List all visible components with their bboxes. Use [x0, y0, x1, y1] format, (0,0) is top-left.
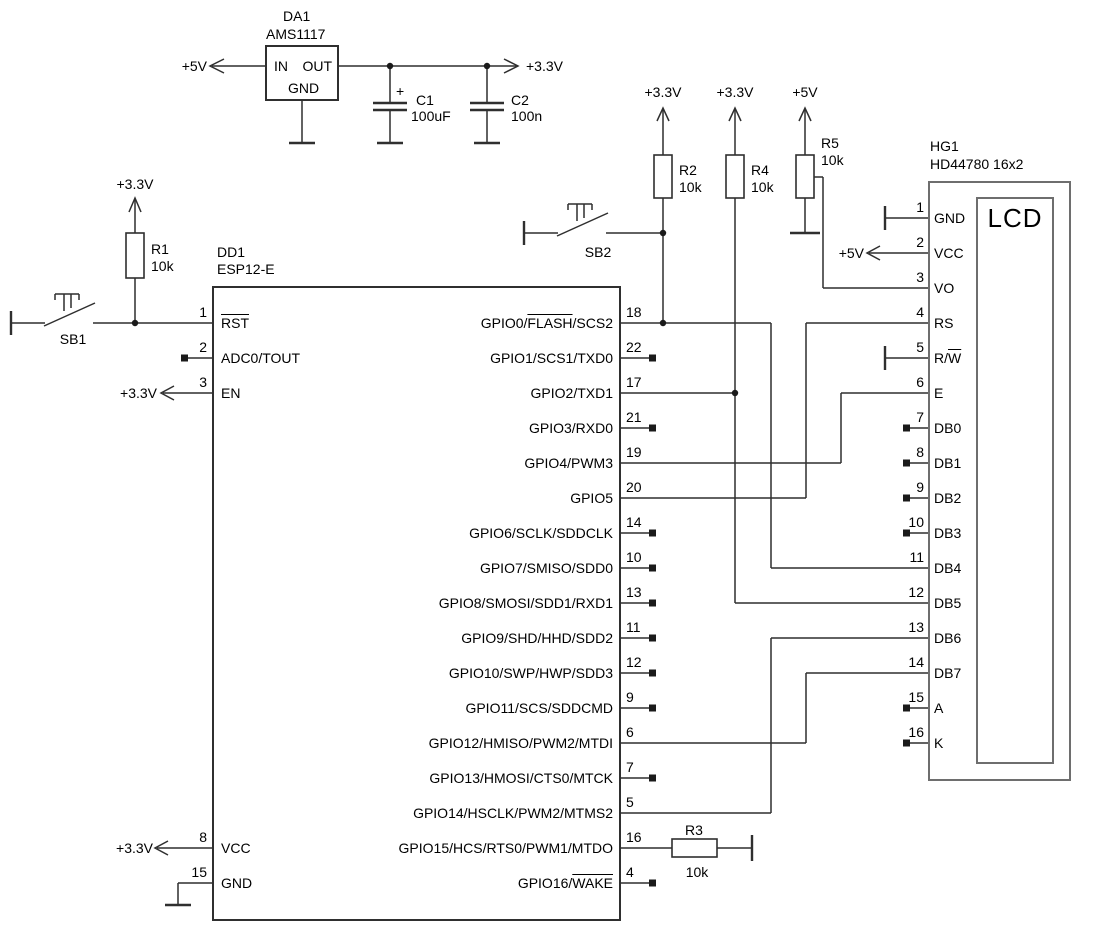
- pin-label: GPIO9/SHD/HHD/SDD2: [461, 630, 613, 646]
- component-value: 10k: [679, 179, 702, 195]
- pin-number: 16: [908, 724, 924, 740]
- pin-label: EN: [221, 385, 241, 401]
- pin-number: 8: [199, 829, 207, 845]
- lcd-screen-label: LCD: [987, 203, 1043, 233]
- pin-number: 8: [916, 444, 924, 460]
- pin-label: GND: [221, 875, 253, 891]
- wiper-wire: [814, 177, 929, 288]
- net-label-5v: +5V: [838, 245, 864, 261]
- pin-number: 19: [626, 444, 642, 460]
- pin-label: DB5: [934, 595, 962, 611]
- regulator-circuit: [210, 46, 518, 143]
- button-sb1: [11, 294, 213, 335]
- component-ref: DD1: [217, 244, 246, 260]
- net-label-3v3: +3.3V: [526, 58, 563, 74]
- pin-label: A: [934, 700, 944, 716]
- net-label-5v: +5V: [792, 84, 818, 100]
- resistor-body: [796, 155, 814, 198]
- pin-number: 9: [626, 689, 634, 705]
- pin-label: GPIO1/SCS1/TXD0: [490, 350, 613, 366]
- mcu-left-pins: [155, 355, 213, 906]
- component-ref: SB2: [584, 244, 612, 260]
- regulator-pin-out: OUT: [302, 58, 332, 74]
- pin-label: GPIO5: [570, 490, 613, 506]
- pin-label: $\overline{RST}$: [221, 315, 249, 331]
- polarity-plus: +: [396, 83, 405, 99]
- pin-label: GPIO16/WAKE: [517, 875, 613, 891]
- component-ref: R5: [821, 135, 839, 151]
- pin-label: GPIO13/HMOSI/CTS0/MTCK: [429, 770, 613, 786]
- pin-number: 6: [916, 374, 924, 390]
- pin-label: DB1: [934, 455, 962, 471]
- pin-label: GPIO10/SWP/HWP/SDD3: [448, 665, 613, 681]
- net-label-3v3: +3.3V: [116, 176, 154, 192]
- capacitor-c1: [373, 66, 407, 143]
- pin-number: 13: [626, 584, 642, 600]
- pin-number: 5: [916, 339, 924, 355]
- pin-label: E: [934, 385, 944, 401]
- pin-label: DB6: [934, 630, 962, 646]
- component-value: 10k: [751, 179, 774, 195]
- pin-number: 12: [908, 584, 924, 600]
- capacitor-plates: [470, 103, 504, 110]
- component-ref: R1: [151, 241, 169, 257]
- component-part: HD44780 16x2: [930, 156, 1024, 172]
- pin-number: 5: [626, 794, 634, 810]
- resistor-r1: [126, 198, 144, 323]
- net-label-3v3: +3.3V: [116, 840, 153, 856]
- pin-label: GND: [934, 210, 966, 226]
- pin-number: 6: [626, 724, 634, 740]
- pin-number: 2: [916, 234, 924, 250]
- button-lever: [44, 303, 95, 326]
- pin-number: 3: [199, 374, 207, 390]
- pin-label: VCC: [934, 245, 964, 261]
- button-actuator: [55, 294, 79, 311]
- component-ref: HG1: [930, 138, 959, 154]
- pin-number: 20: [626, 479, 642, 495]
- pin-label: DB2: [934, 490, 962, 506]
- pin-label: $R/\overline{W}$: [934, 350, 962, 366]
- pin-label: K: [934, 735, 944, 751]
- pin-label: GPIO0/FLASH/SCS2: [480, 315, 613, 331]
- component-ref: C2: [511, 92, 529, 108]
- capacitor-plates: [373, 103, 407, 110]
- pin-number: 1: [199, 304, 207, 320]
- component-ref: SB1: [59, 331, 87, 347]
- button-lever: [557, 213, 608, 236]
- pin-number: 3: [916, 269, 924, 285]
- component-value: 10k: [821, 152, 844, 168]
- pin-number: 17: [626, 374, 642, 390]
- resistor-body: [726, 155, 744, 198]
- pin-number: 15: [191, 864, 207, 880]
- component-ref: DA1: [283, 8, 311, 24]
- pin-number: 10: [626, 549, 642, 565]
- pin-number: 7: [916, 409, 924, 425]
- pin-number: 11: [626, 619, 641, 635]
- component-ref: R4: [751, 162, 769, 178]
- lcd-body: [929, 182, 1070, 780]
- pin-label: ADC0/TOUT: [221, 350, 301, 366]
- resistor-body: [672, 839, 717, 857]
- net-label-3v3: +3.3V: [644, 84, 682, 100]
- pin-label: DB4: [934, 560, 962, 576]
- pin-label: DB0: [934, 420, 962, 436]
- resistor-body: [654, 155, 672, 198]
- component-ref: R3: [685, 822, 703, 838]
- pin-label: VO: [934, 280, 955, 296]
- net-label-3v3: +3.3V: [120, 385, 157, 401]
- resistor-r4: [726, 108, 744, 198]
- pin-number: 4: [626, 864, 634, 880]
- pin-label: DB7: [934, 665, 962, 681]
- pin-label: GPIO4/PWM3: [524, 455, 613, 471]
- button-sb2: [524, 204, 663, 245]
- pin-number: 9: [916, 479, 924, 495]
- pin-label: GPIO7/SMISO/SDD0: [479, 560, 613, 576]
- pin-label: GPIO12/HMISO/PWM2/MTDI: [428, 735, 613, 751]
- pin-number: 21: [626, 409, 642, 425]
- pin-number: 15: [908, 689, 924, 705]
- component-value: 10k: [151, 258, 174, 274]
- regulator-pin-gnd: GND: [288, 80, 320, 96]
- resistor-body: [126, 233, 144, 278]
- resistor-r2: [654, 108, 672, 233]
- regulator-pin-in: IN: [274, 58, 288, 74]
- pin-number: 13: [908, 619, 924, 635]
- pin-number: 22: [626, 339, 642, 355]
- pin-number: 16: [626, 829, 642, 845]
- component-ref: C1: [416, 92, 434, 108]
- pin-number: 7: [626, 759, 634, 775]
- pin-label: GPIO15/HCS/RTS0/PWM1/MTDO: [398, 840, 613, 856]
- component-value: 100n: [511, 108, 543, 124]
- component-value: 10k: [685, 864, 709, 880]
- net-label-3v3: +3.3V: [716, 84, 754, 100]
- pin-label: GPIO8/SMOSI/SDD1/RXD1: [438, 595, 613, 611]
- pin-label: GPIO11/SCS/SDDCMD: [465, 700, 613, 716]
- pin-label: GPIO6/SCLK/SDDCLK: [469, 525, 613, 541]
- pin-label: GPIO3/RXD0: [528, 420, 613, 436]
- pin-number: 14: [908, 654, 924, 670]
- signal-wires: [620, 198, 929, 813]
- pin-number: 11: [909, 549, 924, 565]
- pin-number: 2: [199, 339, 207, 355]
- pin-label: GPIO14/HSCLK/PWM2/MTMS2: [413, 805, 613, 821]
- component-value: 100uF: [411, 108, 451, 124]
- pin-number: 4: [916, 304, 924, 320]
- pin-label: RS: [934, 315, 954, 331]
- component-part: ESP12-E: [217, 261, 275, 277]
- component-ref: R2: [679, 162, 697, 178]
- pin-number: 10: [908, 514, 924, 530]
- button-actuator: [568, 204, 592, 221]
- lcd-screen: [977, 198, 1053, 763]
- component-part: AMS1117: [266, 26, 326, 42]
- no-connect-square: [181, 355, 188, 362]
- pin-number: 12: [626, 654, 642, 670]
- pin-number: 18: [626, 304, 642, 320]
- pin-label: DB3: [934, 525, 962, 541]
- pin-number: 14: [626, 514, 642, 530]
- pin-label: GPIO2/TXD1: [530, 385, 613, 401]
- pin-label: VCC: [221, 840, 251, 856]
- capacitor-c2: [470, 66, 504, 143]
- pin-number: 1: [916, 199, 924, 215]
- net-label-5v: +5V: [181, 58, 207, 74]
